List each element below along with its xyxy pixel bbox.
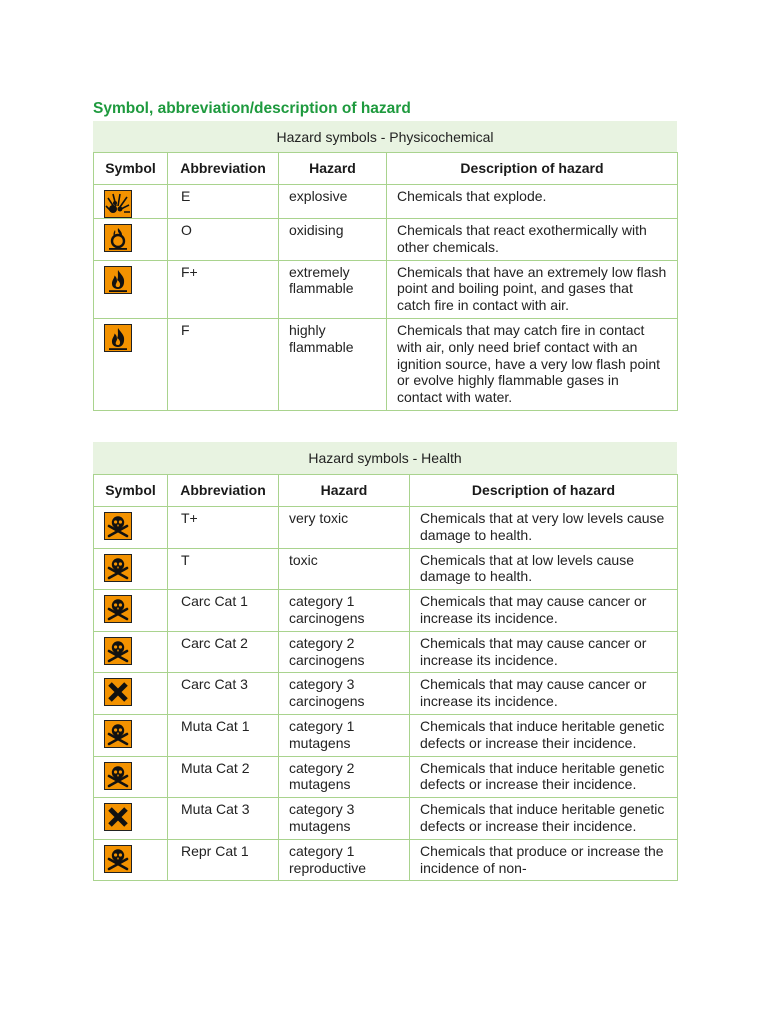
table-row <box>94 185 678 219</box>
symbol-cell <box>94 507 168 549</box>
column-header-hazard: Hazard <box>279 475 410 507</box>
table-header-row <box>94 153 678 185</box>
table-row <box>94 318 678 410</box>
skull-icon <box>104 637 132 665</box>
column-header-description: Description of hazard <box>410 475 678 507</box>
column-header-hazard: Hazard <box>279 153 387 185</box>
table-row <box>94 219 678 261</box>
hazard-cell: extremely flammable <box>279 260 387 318</box>
hazard-cell: highly flammable <box>279 318 387 410</box>
description-cell: Chemicals that may catch fire in contact with air, only need brief contact with an ignition source, have a very low flash point or evolve highly flammable gases in contact with water. <box>387 318 678 410</box>
explosive-icon <box>104 190 132 218</box>
abbreviation-cell: Carc Cat 1 <box>168 590 279 632</box>
physicochemical-hazard-table <box>93 152 678 411</box>
description-cell: Chemicals that at very low levels cause damage to health. <box>410 507 678 549</box>
column-header-description: Description of hazard <box>387 153 678 185</box>
symbol-cell <box>94 590 168 632</box>
abbreviation-cell: F+ <box>168 260 279 318</box>
description-cell: Chemicals that may cause cancer or increase its incidence. <box>410 631 678 673</box>
column-header-symbol: Symbol <box>94 153 168 185</box>
hazard-cell: category 2 mutagens <box>279 756 410 798</box>
table-row <box>94 507 678 549</box>
skull-icon <box>104 720 132 748</box>
abbreviation-cell: F <box>168 318 279 410</box>
flame-icon <box>104 266 132 294</box>
column-header-abbreviation: Abbreviation <box>168 475 279 507</box>
symbol-cell <box>94 631 168 673</box>
hazard-cell: very toxic <box>279 507 410 549</box>
symbol-cell <box>94 219 168 261</box>
section-heading-health: Hazard symbols - Health <box>93 442 677 474</box>
table-row <box>94 548 678 590</box>
cross-icon <box>104 803 132 831</box>
table-row <box>94 631 678 673</box>
hazard-cell: category 1 mutagens <box>279 714 410 756</box>
abbreviation-cell: Muta Cat 3 <box>168 798 279 840</box>
symbol-cell <box>94 839 168 881</box>
section-heading-physicochemical: Hazard symbols - Physicochemical <box>93 121 677 152</box>
abbreviation-cell: Carc Cat 2 <box>168 631 279 673</box>
abbreviation-cell: Muta Cat 1 <box>168 714 279 756</box>
table-row <box>94 756 678 798</box>
description-cell: Chemicals that induce heritable genetic defects or increase their incidence. <box>410 798 678 840</box>
symbol-cell <box>94 318 168 410</box>
table-row <box>94 714 678 756</box>
description-cell: Chemicals that at low levels cause damage to health. <box>410 548 678 590</box>
abbreviation-cell: O <box>168 219 279 261</box>
abbreviation-cell: Repr Cat 1 <box>168 839 279 881</box>
skull-icon <box>104 845 132 873</box>
oxidising-icon <box>104 224 132 252</box>
skull-icon <box>104 595 132 623</box>
description-cell: Chemicals that react exothermically with other chemicals. <box>387 219 678 261</box>
description-cell: Chemicals that explode. <box>387 185 678 219</box>
description-cell: Chemicals that have an extremely low flash point and boiling point, and gases that catch fire in contact with air. <box>387 260 678 318</box>
table-row <box>94 839 678 881</box>
health-hazard-table <box>93 474 678 881</box>
hazard-cell: explosive <box>279 185 387 219</box>
abbreviation-cell: T <box>168 548 279 590</box>
hazard-cell: category 1 carcinogens <box>279 590 410 632</box>
hazard-cell: oxidising <box>279 219 387 261</box>
column-header-abbreviation: Abbreviation <box>168 153 279 185</box>
symbol-cell <box>94 548 168 590</box>
abbreviation-cell: Carc Cat 3 <box>168 673 279 715</box>
table-row <box>94 260 678 318</box>
skull-icon <box>104 554 132 582</box>
symbol-cell <box>94 673 168 715</box>
table-row <box>94 798 678 840</box>
hazard-cell: category 1 reproductive <box>279 839 410 881</box>
cross-icon <box>104 678 132 706</box>
symbol-cell <box>94 714 168 756</box>
abbreviation-cell: Muta Cat 2 <box>168 756 279 798</box>
symbol-cell <box>94 185 168 219</box>
description-cell: Chemicals that induce heritable genetic defects or increase their incidence. <box>410 714 678 756</box>
flame-icon <box>104 324 132 352</box>
hazard-cell: category 3 mutagens <box>279 798 410 840</box>
description-cell: Chemicals that may cause cancer or increase its incidence. <box>410 673 678 715</box>
hazard-cell: toxic <box>279 548 410 590</box>
hazard-cell: category 3 carcinogens <box>279 673 410 715</box>
table-row <box>94 673 678 715</box>
abbreviation-cell: E <box>168 185 279 219</box>
symbol-cell <box>94 260 168 318</box>
description-cell: Chemicals that produce or increase the incidence of non- <box>410 839 678 881</box>
column-header-symbol: Symbol <box>94 475 168 507</box>
description-cell: Chemicals that may cause cancer or increase its incidence. <box>410 590 678 632</box>
table-row <box>94 590 678 632</box>
symbol-cell <box>94 756 168 798</box>
skull-icon <box>104 512 132 540</box>
hazard-cell: category 2 carcinogens <box>279 631 410 673</box>
skull-icon <box>104 762 132 790</box>
description-cell: Chemicals that induce heritable genetic defects or increase their incidence. <box>410 756 678 798</box>
symbol-cell <box>94 798 168 840</box>
document-title: Symbol, abbreviation/description of hazard <box>93 100 411 117</box>
abbreviation-cell: T+ <box>168 507 279 549</box>
table-header-row <box>94 475 678 507</box>
